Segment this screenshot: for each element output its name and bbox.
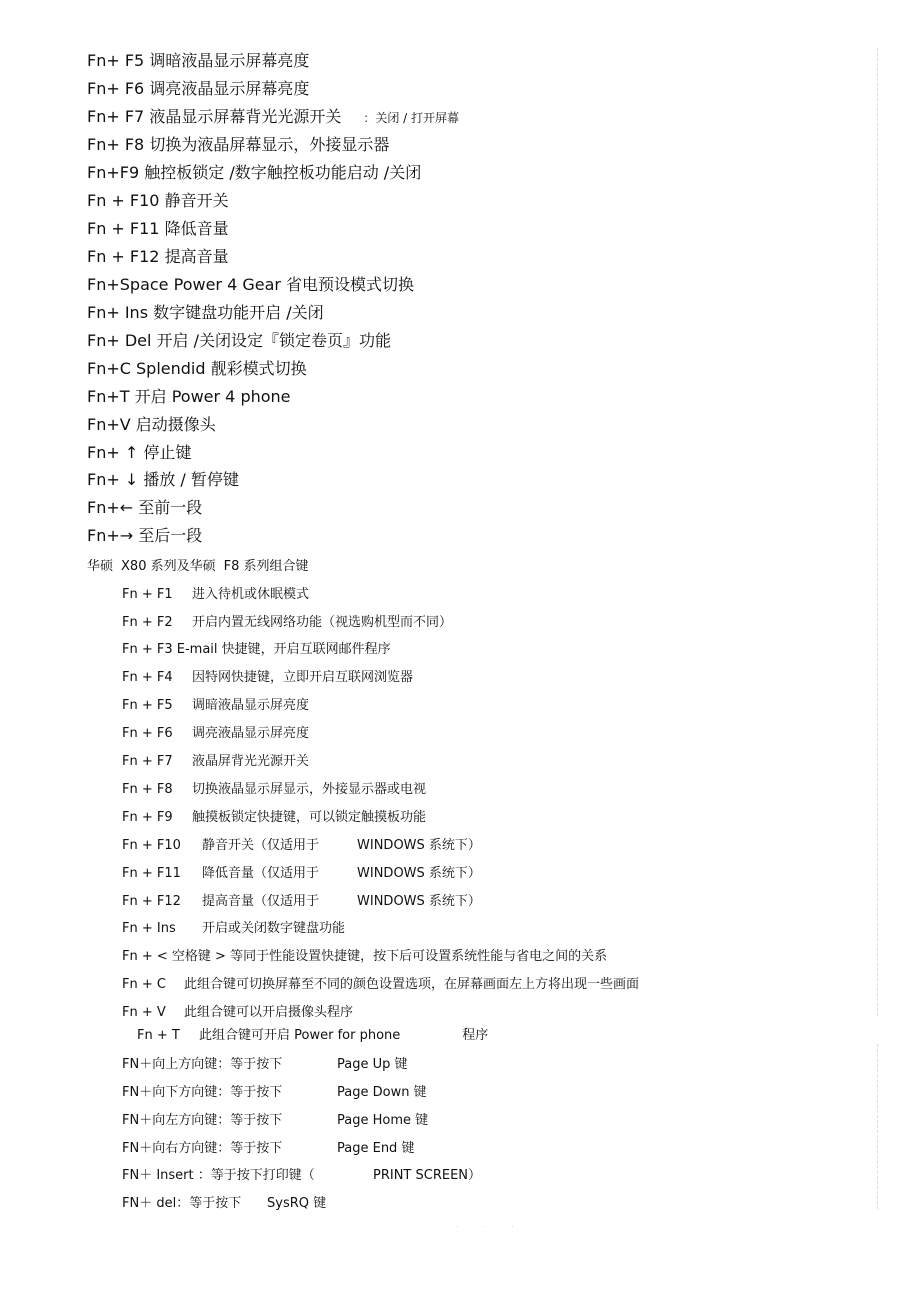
shortcut-row [122, 950, 607, 963]
shortcut-row [87, 81, 309, 97]
shortcut-key: FN＋向上方向键：等于按下 [122, 1057, 283, 1072]
shortcut-desc-tail: WINDOWS 系统下） [357, 894, 481, 909]
shortcut-key: FN＋ Insert ：等于按下打印键（ [122, 1168, 315, 1183]
shortcut-desc-tail: WINDOWS 系统下） [357, 866, 481, 881]
page-artifact: · · · [456, 1224, 526, 1231]
shortcut-key: Fn+ F8 [87, 135, 145, 154]
shortcut-key: Fn + F1 [122, 587, 173, 602]
shortcut-row [122, 1142, 414, 1155]
page-right-edge [877, 48, 878, 1016]
shortcut-row [87, 472, 239, 488]
shortcut-row [122, 811, 426, 824]
shortcut-desc: 液晶屏背光光源开关 [192, 754, 310, 769]
shortcut-desc: 至前一段 [138, 498, 203, 517]
shortcut-key: Fn + F5 [122, 698, 173, 713]
shortcut-desc: Page Down 键 [337, 1085, 427, 1100]
shortcut-desc: 调暗液晶显示屏亮度 [192, 698, 310, 713]
shortcut-desc: PRINT SCREEN） [373, 1168, 482, 1183]
shortcut-desc: 此组合键可切换屏幕至不同的颜色设置选项，在屏幕画面左上方将出现一些画面 [184, 977, 640, 992]
shortcut-row [87, 165, 421, 181]
shortcut-desc: 调亮液晶显示屏幕亮度 [149, 79, 310, 98]
shortcut-row [87, 361, 307, 377]
shortcut-row [122, 643, 391, 656]
shortcut-key: Fn+Space [87, 275, 169, 294]
shortcut-key: FN＋ del：等于按下 [122, 1196, 242, 1211]
shortcut-desc: Power 4 Gear 省电预设模式切换 [173, 275, 415, 294]
shortcut-row [122, 727, 309, 740]
shortcut-key: Fn+ Ins [87, 303, 149, 322]
shortcut-row [87, 193, 229, 209]
shortcut-key: Fn + F9 [122, 810, 173, 825]
shortcut-key: Fn + F2 [122, 615, 173, 630]
shortcut-desc: 静音开关 [164, 191, 229, 210]
shortcut-desc: 调亮液晶显示屏亮度 [192, 726, 310, 741]
shortcut-key: Fn + F7 [122, 754, 173, 769]
shortcut-desc: 数字键盘功能开启 /关闭 [153, 303, 324, 322]
shortcut-row [122, 783, 426, 796]
shortcut-desc-tail: 程序 [462, 1028, 489, 1043]
shortcut-key: Fn + F10 [87, 191, 160, 210]
shortcut-key: Fn+ ↑ [87, 443, 139, 462]
shortcut-desc: 进入待机或休眠模式 [192, 587, 310, 602]
shortcut-desc: SysRQ 键 [267, 1196, 327, 1211]
heading-series-f8: F8 系列组合键 [223, 559, 309, 574]
shortcut-desc: Splendid 靓彩模式切换 [136, 359, 307, 378]
shortcut-row [122, 1086, 427, 1099]
shortcut-row [87, 249, 229, 265]
heading-brand: 华硕 [87, 559, 114, 574]
shortcut-key: FN＋向右方向键：等于按下 [122, 1141, 283, 1156]
shortcut-desc: 开启或关闭数字键盘功能 [202, 921, 346, 936]
shortcut-row [122, 895, 481, 908]
shortcut-desc: 开启内置无线网络功能（视选购机型而不同） [192, 615, 453, 630]
section-heading [87, 560, 309, 573]
shortcut-desc: Page Home 键 [337, 1113, 429, 1128]
shortcut-desc: 开启 /关闭设定『锁定卷页』功能 [156, 331, 392, 350]
shortcut-key: Fn + F3 [122, 642, 173, 657]
shortcut-row [87, 221, 229, 237]
shortcut-row [122, 1169, 481, 1182]
shortcut-note: ：关闭 / 打开屏幕 [363, 111, 460, 125]
shortcut-row [122, 839, 481, 852]
shortcut-desc: 静音开关（仅适用于 [202, 838, 320, 853]
shortcut-key: Fn + < [122, 949, 168, 964]
shortcut-row [87, 137, 389, 153]
shortcut-row [122, 616, 452, 629]
shortcut-desc: 此组合键可以开启摄像头程序 [184, 1005, 354, 1020]
heading-series-x80: X80 系列及华硕 [121, 559, 216, 574]
shortcut-key: FN＋向下方向键：等于按下 [122, 1085, 283, 1100]
shortcut-row [87, 500, 202, 516]
shortcut-desc: 液晶显示屏幕背光光源开关 [149, 107, 342, 126]
shortcut-desc: Page End 键 [337, 1141, 415, 1156]
shortcut-key: Fn + V [122, 1005, 166, 1020]
shortcut-desc: 启动摄像头 [135, 415, 216, 434]
shortcut-row [122, 867, 481, 880]
shortcut-key: Fn+ F7 [87, 107, 145, 126]
shortcut-key: FN＋向左方向键：等于按下 [122, 1113, 283, 1128]
shortcut-desc: 调暗液晶显示屏幕亮度 [149, 51, 310, 70]
shortcut-key: Fn + F8 [122, 782, 173, 797]
shortcut-desc: 空格键 > 等同于性能设置快捷键，按下后可设置系统性能与省电之间的关系 [171, 949, 608, 964]
shortcut-desc: E-mail 快捷键，开启互联网邮件程序 [176, 642, 391, 657]
shortcut-row [87, 417, 216, 433]
shortcut-key: Fn + F11 [122, 866, 181, 881]
shortcut-row [122, 978, 639, 991]
shortcut-row [87, 445, 191, 461]
page-right-edge-lower [877, 1044, 878, 1209]
shortcut-key: Fn + F12 [122, 894, 181, 909]
shortcut-desc: 因特网快捷键，立即开启互联网浏览器 [192, 670, 414, 685]
shortcut-row [122, 755, 309, 768]
shortcut-row [122, 1006, 353, 1019]
shortcut-desc: 降低音量（仅适用于 [202, 866, 320, 881]
shortcut-desc-tail: WINDOWS 系统下） [357, 838, 481, 853]
shortcut-key: Fn+ Del [87, 331, 152, 350]
shortcut-desc: 切换液晶显示屏显示，外接显示器或电视 [192, 782, 427, 797]
shortcut-row [122, 1114, 428, 1127]
shortcut-key: Fn+T [87, 387, 130, 406]
shortcut-row [122, 699, 309, 712]
shortcut-desc: 触摸板锁定快捷键，可以锁定触摸板功能 [192, 810, 427, 825]
shortcut-key: Fn + F11 [87, 219, 160, 238]
shortcut-row [87, 305, 324, 321]
shortcut-desc: 切换为液晶屏幕显示，外接显示器 [149, 135, 390, 154]
shortcut-key: Fn + T [137, 1028, 180, 1043]
shortcut-key: Fn+ F6 [87, 79, 145, 98]
shortcut-row [87, 528, 202, 544]
shortcut-key: Fn+F9 [87, 163, 140, 182]
shortcut-row [122, 1058, 408, 1071]
shortcut-key: Fn+C [87, 359, 131, 378]
shortcut-desc: 至后一段 [138, 526, 203, 545]
shortcut-key: Fn+← [87, 498, 134, 517]
shortcut-desc: 开启 Power 4 phone [134, 387, 291, 406]
shortcut-row [87, 109, 459, 125]
shortcut-key: Fn + F4 [122, 670, 173, 685]
shortcut-desc: 停止键 [143, 443, 192, 462]
shortcut-key: Fn + F10 [122, 838, 181, 853]
shortcut-desc: Page Up 键 [337, 1057, 408, 1072]
shortcut-desc: 提高音量 [164, 247, 229, 266]
shortcut-row [122, 671, 413, 684]
shortcut-key: Fn+V [87, 415, 131, 434]
shortcut-row [87, 333, 391, 349]
shortcut-row [87, 277, 414, 293]
shortcut-row [87, 53, 309, 69]
shortcut-key: Fn+ F5 [87, 51, 145, 70]
shortcut-key: Fn + F6 [122, 726, 173, 741]
shortcut-row [122, 588, 309, 601]
shortcut-key: Fn + C [122, 977, 166, 992]
shortcut-desc: 降低音量 [164, 219, 229, 238]
shortcut-key: Fn + F12 [87, 247, 160, 266]
shortcut-desc: 此组合键可开启 Power for phone [199, 1028, 401, 1043]
shortcut-desc: 触控板锁定 /数字触控板功能启动 /关闭 [144, 163, 422, 182]
shortcut-desc: 提高音量（仅适用于 [202, 894, 320, 909]
shortcut-key: Fn+→ [87, 526, 134, 545]
shortcut-key: Fn + Ins [122, 921, 176, 936]
shortcut-row [122, 922, 345, 935]
shortcut-row [137, 1029, 488, 1042]
shortcut-key: Fn+ ↓ [87, 470, 139, 489]
shortcut-row [122, 1197, 326, 1210]
shortcut-row [87, 389, 291, 405]
shortcut-desc: 播放 / 暂停键 [143, 470, 239, 489]
